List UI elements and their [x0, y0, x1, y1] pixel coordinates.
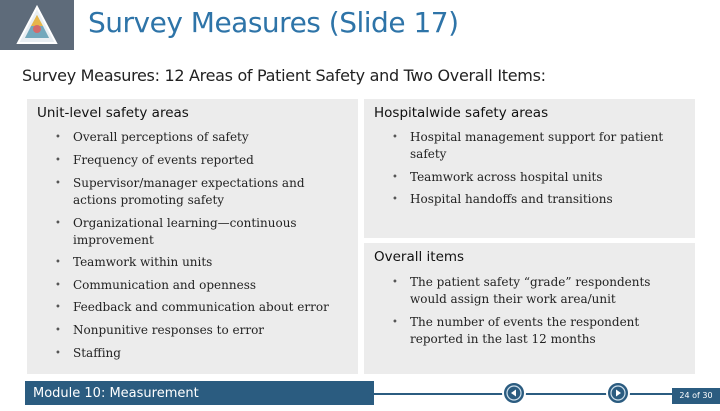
overall-items-box — [364, 243, 695, 374]
list-item: • Supervisor/manager expectations and actions promoting safety — [55, 176, 305, 207]
list-item: • Hospital management support for patient safety — [392, 130, 664, 161]
page-counter: 24 of 30 — [672, 388, 720, 404]
list-item: • Frequency of events reported — [55, 153, 254, 167]
bullet-icon: • — [392, 277, 398, 288]
module-label: Module 10: Measurement — [33, 386, 199, 401]
next-slide-icon — [604, 380, 632, 406]
list-item: • The number of events the respondent reported in the last 12 months — [392, 315, 640, 346]
pyramid-logo-icon — [16, 5, 58, 45]
bullet-icon: • — [55, 348, 61, 359]
logo-tile — [0, 0, 74, 50]
slide-title: Survey Measures (Slide 17) — [88, 6, 459, 39]
list-item: • Feedback and communication about error — [55, 300, 329, 314]
bullet-icon: • — [55, 155, 61, 166]
bullet-icon: • — [55, 132, 61, 143]
list-item: • The patient safety “grade” respondents would assign their work area/unit — [392, 275, 651, 306]
bullet-icon: • — [55, 218, 61, 229]
next-slide-button[interactable] — [604, 380, 632, 406]
list-item: • Staffing — [55, 346, 121, 360]
previous-slide-icon — [500, 380, 528, 406]
bullet-icon: • — [55, 257, 61, 268]
list-item: • Nonpunitive responses to error — [55, 323, 265, 337]
bullet-icon: • — [55, 280, 61, 291]
overall-items-heading: Overall items — [374, 249, 465, 265]
list-item: • Teamwork across hospital units — [392, 170, 603, 184]
list-item: • Communication and openness — [55, 278, 257, 292]
bullet-icon: • — [392, 132, 398, 143]
list-item: • Organizational learning—continuous improvement — [55, 216, 297, 247]
list-item: • Teamwork within units — [55, 255, 213, 269]
bullet-icon: • — [55, 325, 61, 336]
bullet-icon: • — [392, 172, 398, 183]
bullet-icon: • — [392, 194, 398, 205]
slide-subtitle: Survey Measures: 12 Areas of Patient Safety and Two Overall Items: — [22, 66, 546, 85]
hospitalwide-box — [364, 99, 695, 238]
previous-slide-button[interactable] — [500, 380, 528, 406]
bullet-icon: • — [55, 178, 61, 189]
list-item: • Hospital handoffs and transitions — [392, 192, 613, 206]
unit-level-box — [27, 99, 358, 374]
list-item: • Overall perceptions of safety — [55, 130, 249, 144]
hospitalwide-heading: Hospitalwide safety areas — [374, 105, 549, 121]
unit-level-heading: Unit-level safety areas — [37, 105, 189, 121]
bullet-icon: • — [392, 317, 398, 328]
slide-header — [0, 0, 720, 56]
bullet-icon: • — [55, 302, 61, 313]
